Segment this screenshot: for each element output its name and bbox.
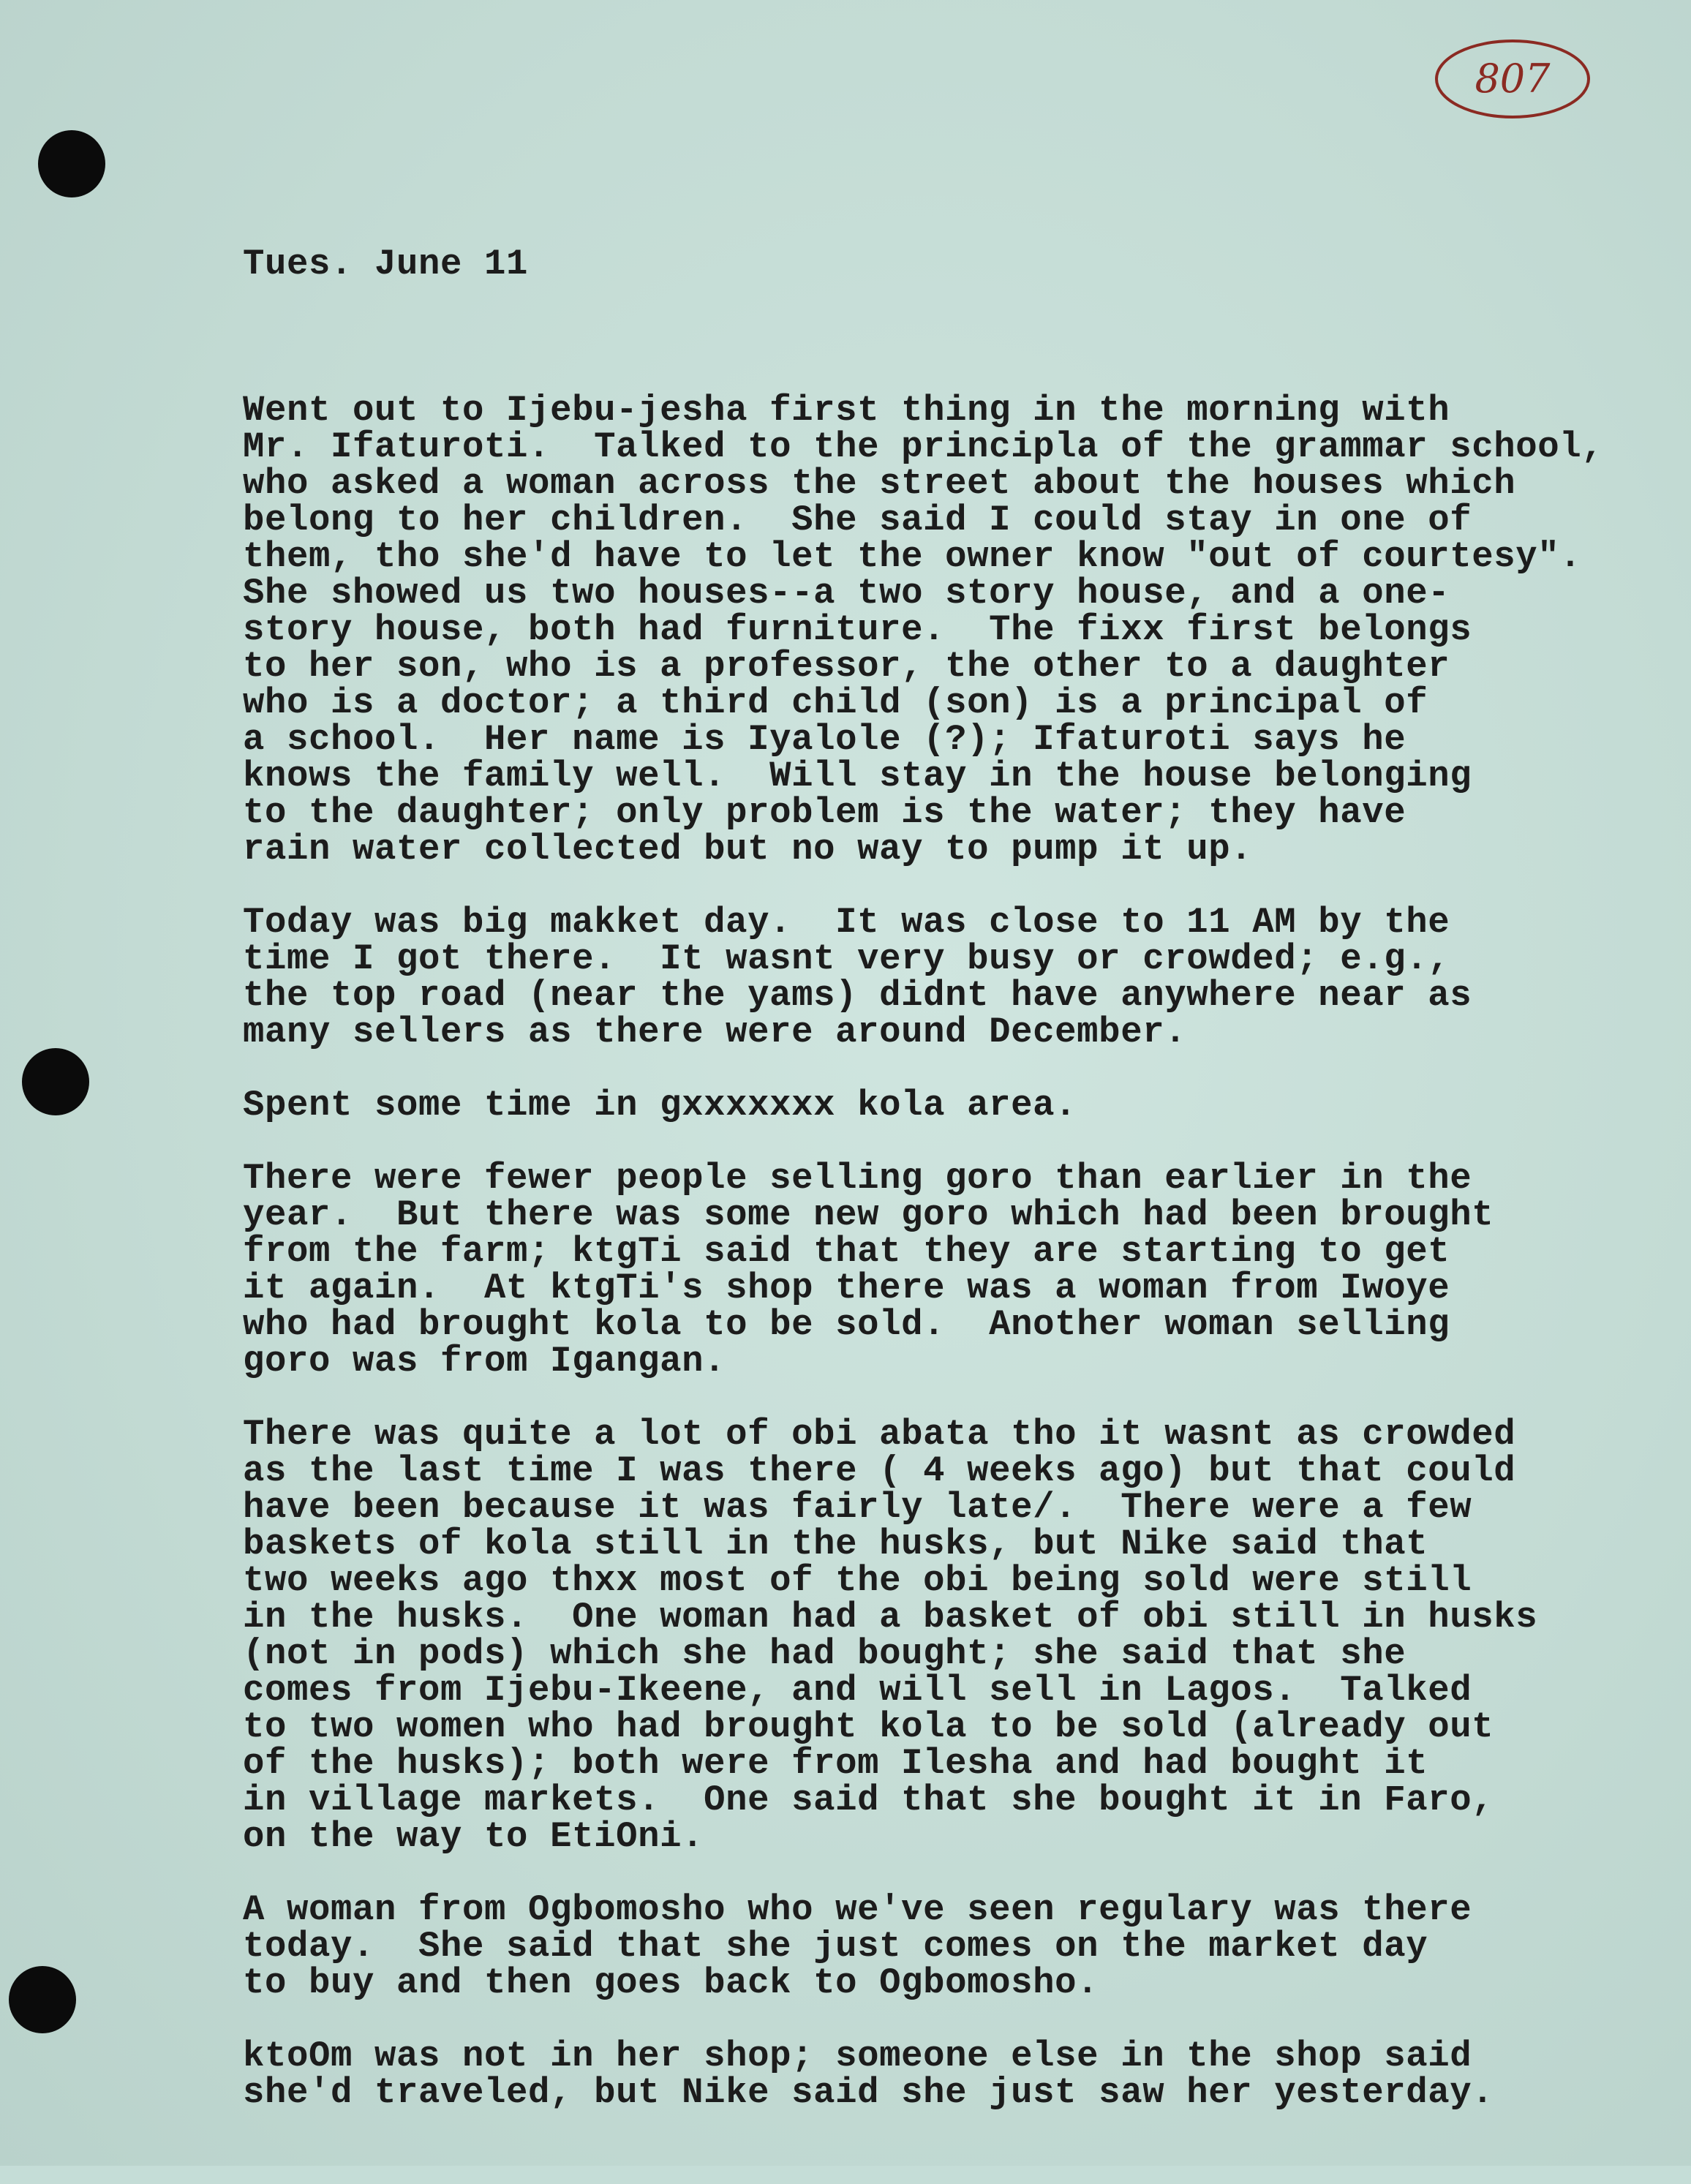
text-line: ktoOm was not in her shop; someone else in the shop said xyxy=(243,2036,1472,2076)
text-line: (not in pods) which she had bought; she said that she xyxy=(243,1633,1406,1674)
text-line: it again. At ktgTi's shop there was a woman from Iwoye xyxy=(243,1268,1450,1308)
text-line: Went out to Ijebu-jesha first thing in the morning with xyxy=(243,390,1450,431)
paragraph xyxy=(243,902,1632,1053)
text-line: who had brought kola to be sold. Another woman selling xyxy=(243,1304,1450,1345)
text-line: to two women who had brought kola to be sold (already out xyxy=(243,1706,1494,1747)
text-line: today. She said that she just comes on the market day xyxy=(243,1926,1428,1967)
text-line: to buy and then goes back to Ogbomosho. xyxy=(243,1962,1099,2003)
text-line: of the husks); both were from Ilesha and had bought it xyxy=(243,1743,1428,1784)
text-line: to her son, who is a professor, the other to a daughter xyxy=(243,646,1450,687)
text-line: year. But there was some new goro which had been brought xyxy=(243,1194,1494,1235)
text-line: comes from Ijebu-Ikeene, and will sell in Lagos. Talked xyxy=(243,1670,1472,1711)
paragraph xyxy=(243,1416,1632,1855)
text-line: to the daughter; only problem is the water; they have xyxy=(243,792,1406,833)
text-line: as the last time I was there ( 4 weeks ago) but that could xyxy=(243,1450,1516,1491)
text-line: from the farm; ktgTi said that they are starting to get xyxy=(243,1231,1450,1272)
text-line: have been because it was fairly late/. There were a few xyxy=(243,1487,1472,1528)
text-line: She showed us two houses--a two story house, and a one- xyxy=(243,573,1450,614)
text-line: the top road (near the yams) didnt have anywhere near as xyxy=(243,975,1472,1016)
text-line: story house, both had furniture. The fixx first belongs xyxy=(243,609,1472,650)
paragraph xyxy=(243,1891,1632,2001)
entry-date: Tues. June 11 xyxy=(243,244,529,285)
paragraph xyxy=(243,2038,1632,2111)
text-line: many sellers as there were around December. xyxy=(243,1012,1187,1053)
paragraph xyxy=(243,1158,1632,1382)
punch-hole-middle xyxy=(22,1048,89,1115)
text-line: who is a doctor; a third child (son) is a principal of xyxy=(243,682,1428,723)
punch-hole-top xyxy=(38,130,105,197)
paragraph xyxy=(243,1085,1632,1126)
text-line: There were fewer people selling goro than earlier in the xyxy=(243,1158,1472,1199)
text-line: on the way to EtiOni. xyxy=(243,1816,704,1857)
text-line: two weeks ago thxx most of the obi being sold were still xyxy=(243,1560,1472,1601)
text-line: There was quite a lot of obi abata tho it wasnt as crowded xyxy=(243,1414,1516,1455)
typed-journal-entry xyxy=(243,173,1632,2184)
text-line: Spent some time in gxxxxxxx kola area. xyxy=(243,1085,1077,1126)
text-line: Today was big makket day. It was close to 11 AM by the xyxy=(243,902,1450,943)
text-line: them, tho she'd have to let the owner know "out of courtesy". xyxy=(243,536,1582,577)
text-line: A woman from Ogbomosho who we've seen regulary was there xyxy=(243,1889,1472,1930)
text-line: baskets of kola still in the husks, but Nike said that xyxy=(243,1524,1428,1564)
page-number-stamp xyxy=(1432,35,1593,123)
page-number-circle-icon xyxy=(1432,35,1593,123)
text-line: who asked a woman across the street about the houses which xyxy=(243,463,1516,504)
text-line: belong to her children. She said I could stay in one of xyxy=(243,500,1472,541)
text-line: goro was from Igangan. xyxy=(243,1341,726,1382)
text-line: a school. Her name is Iyalole (?); Ifaturoti says he xyxy=(243,719,1406,760)
paragraph xyxy=(243,390,1632,870)
page-number: 807 xyxy=(1475,56,1551,102)
text-line: knows the family well. Will stay in the house belonging xyxy=(243,756,1472,797)
text-line: in village markets. One said that she bought it in Faro, xyxy=(243,1780,1494,1820)
text-line: rain water collected but no way to pump it up. xyxy=(243,829,1253,870)
entry-body xyxy=(243,392,1632,2111)
text-line: in the husks. One woman had a basket of obi still in husks xyxy=(243,1597,1538,1638)
text-line: time I got there. It wasnt very busy or crowded; e.g., xyxy=(243,938,1450,979)
punch-hole-bottom xyxy=(9,1966,76,2033)
text-line: she'd traveled, but Nike said she just saw her yesterday. xyxy=(243,2072,1494,2113)
text-line: Mr. Ifaturoti. Talked to the principla of the grammar school, xyxy=(243,426,1604,467)
